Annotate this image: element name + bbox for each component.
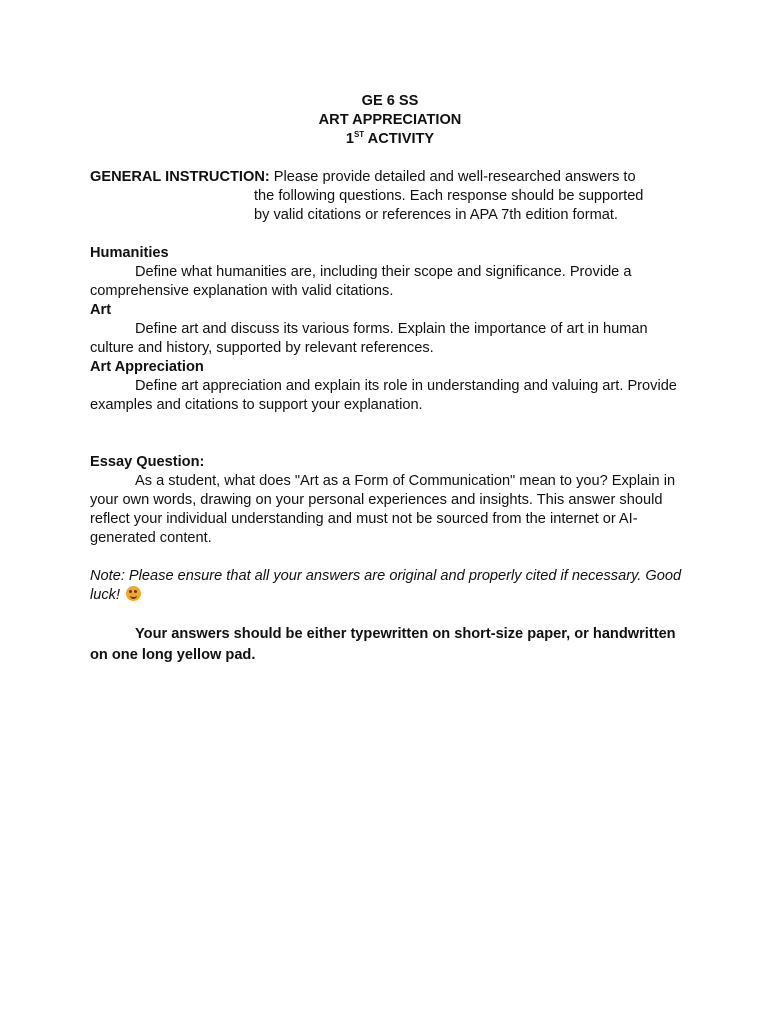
final-instruction: Your answers should be either typewritten on short-size paper, or handwritten on one long yellow pad. [90, 626, 676, 663]
activity-title [90, 130, 690, 149]
essay-title: Essay Question: [90, 454, 205, 470]
section-body: Define art appreciation and explain its role in understanding and valuing art. Provide examples and citations to support your explanation. [90, 378, 677, 413]
section-humanities [90, 244, 690, 301]
activity-word: ACTIVITY [364, 131, 435, 147]
grinning-face-icon [126, 586, 141, 601]
section-title: Art [90, 302, 112, 318]
activity-ordinal: ST [353, 130, 365, 140]
essay-body: As a student, what does "Art as a Form of Communication" mean to you? Explain in your own words, drawing on your personal experiences and insights. This answer should reflect your individual understanding and must not be sourced from the internet or AI-generated content. [90, 473, 676, 546]
section-body: Define what humanities are, including their scope and significance. Provide a comprehensive explanation with valid citations. [90, 264, 632, 299]
general-instruction-label: GENERAL INSTRUCTION: [90, 169, 270, 185]
general-instruction-text-1: Please provide detailed and well-researched answers to [269, 169, 636, 185]
section-title: Art Appreciation [90, 359, 204, 375]
section-art [90, 301, 690, 358]
section-art-appreciation [90, 358, 690, 415]
document-page [90, 92, 690, 666]
section-title: Humanities [90, 245, 169, 261]
general-instruction-line-1 [90, 168, 690, 187]
note [90, 567, 690, 605]
section-body: Define art and discuss its various forms. Explain the importance of art in human culture and history, supported by relevant references. [90, 321, 648, 356]
activity-number: 1 [345, 131, 354, 147]
course-code: GE 6 SS [361, 93, 419, 109]
general-instruction-line-3: by valid citations or references in APA 7th edition format. [254, 207, 618, 223]
subject-title: ART APPRECIATION [318, 112, 462, 128]
essay-section [90, 453, 690, 548]
note-text: Note: Please ensure that all your answers are original and properly cited if necessary. Good luck! [90, 568, 682, 603]
general-instruction [90, 168, 690, 225]
general-instruction-line-2: the following questions. Each response should be supported [254, 188, 644, 204]
